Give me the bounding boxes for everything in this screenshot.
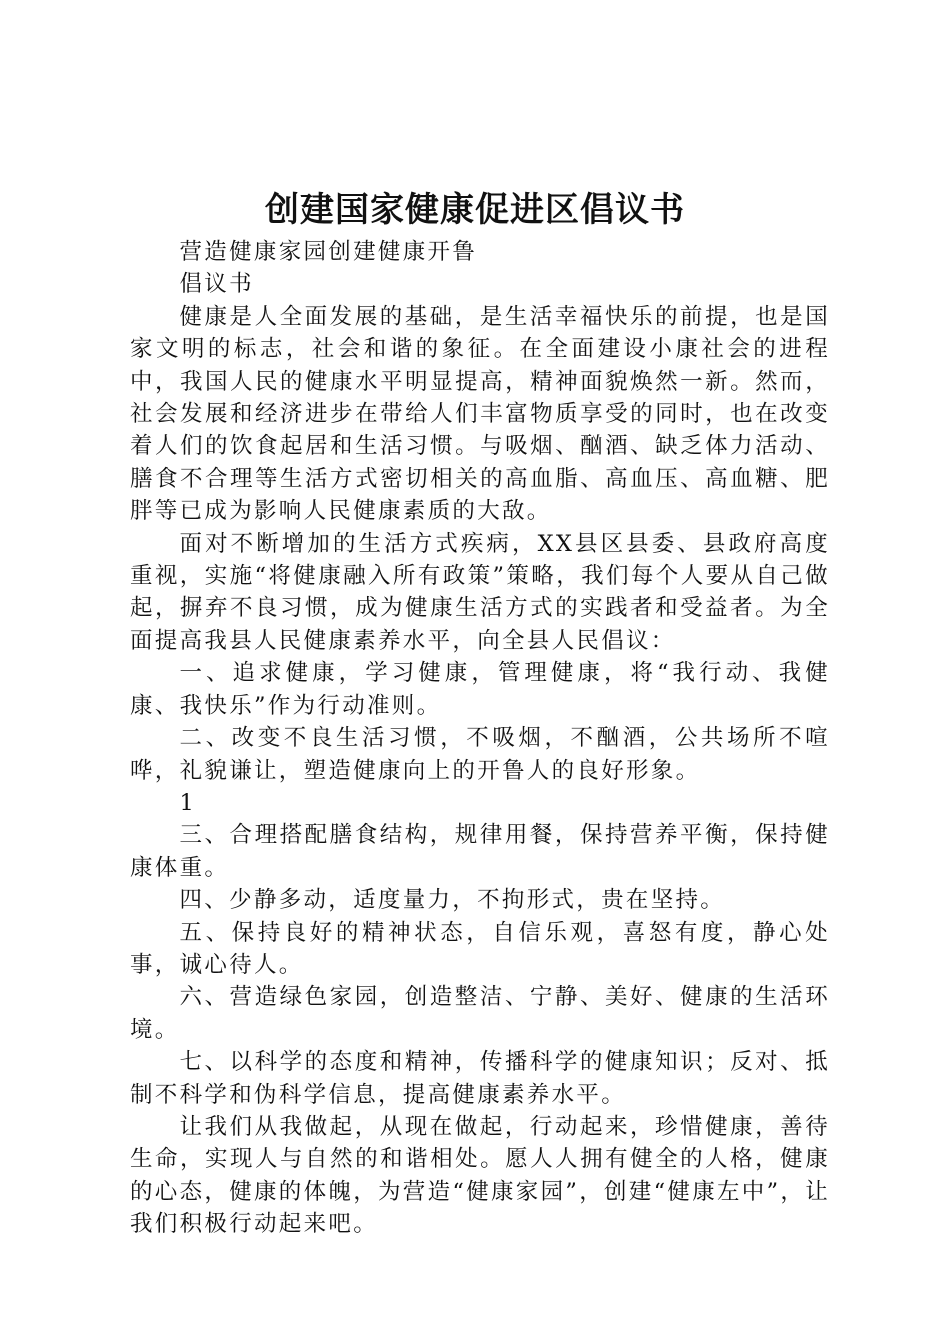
document-body	[130, 236, 830, 1241]
proposal-item: 七、以科学的态度和精神，传播科学的健康知识；反对、抵制不科学和伪科学信息，提高健康素养水平。	[130, 1049, 830, 1108]
proposal-item: 六、营造绿色家园，创造整洁、宁静、美好、健康的生活环境。	[130, 984, 830, 1043]
body-paragraph: 健康是人全面发展的基础，是生活幸福快乐的前提，也是国家文明的标志，社会和谐的象征。在全面建设小康社会的进程中，我国人民的健康水平明显提高，精神面貌焕然一新。然而，社会发展和经济进步在带给人们丰富物质享受的同时，也在改变着人们的饮食起居和生活习惯。与吸烟、酗酒、缺乏体力活动、膳食不合理等生活方式密切相关的高血脂、高血压、高血糖、肥胖等已成为影响人民健康素质的大敌。	[130, 303, 830, 525]
proposal-item: 四、少静多动，适度量力，不拘形式，贵在坚持。	[179, 887, 726, 914]
proposal-item: 二、改变不良生活习惯，不吸烟，不酗酒，公共场所不喧哗，礼貌谦让，塑造健康向上的开鲁人的良好形象。	[130, 725, 830, 784]
proposal-item: 一、追求健康，学习健康，管理健康，将“我行动、我健康、我快乐”作为行动准则。	[130, 660, 830, 719]
subtitle-line: 营造健康家园创建健康开鲁	[179, 239, 478, 265]
document-title: 创建国家健康促进区倡议书	[265, 190, 685, 230]
page-number: 1	[179, 789, 194, 816]
closing-paragraph: 让我们从我做起，从现在做起，行动起来，珍惜健康，善待生命，实现人与自然的和谐相处。愿人人拥有健全的人格，健康的心态，健康的体魄，为营造“健康家园”，创建“健康左中”，让我们积极行动起来吧。	[130, 1113, 831, 1238]
proposal-item: 五、保持良好的精神状态，自信乐观，喜怒有度，静心处事，诚心待人。	[130, 919, 830, 978]
subtitle-line: 倡议书	[179, 271, 254, 298]
proposal-item: 三、合理搭配膳食结构，规律用餐，保持营养平衡，保持健康体重。	[130, 822, 830, 881]
body-paragraph: 面对不断增加的生活方式疾病，XX县区县委、县政府高度重视，实施“将健康融入所有政策”策略，我们每个人要从自己做起，摒弃不良习惯，成为健康生活方式的实践者和受益者。为全面提高我县人民健康素养水平，向全县人民倡议：	[130, 530, 830, 654]
